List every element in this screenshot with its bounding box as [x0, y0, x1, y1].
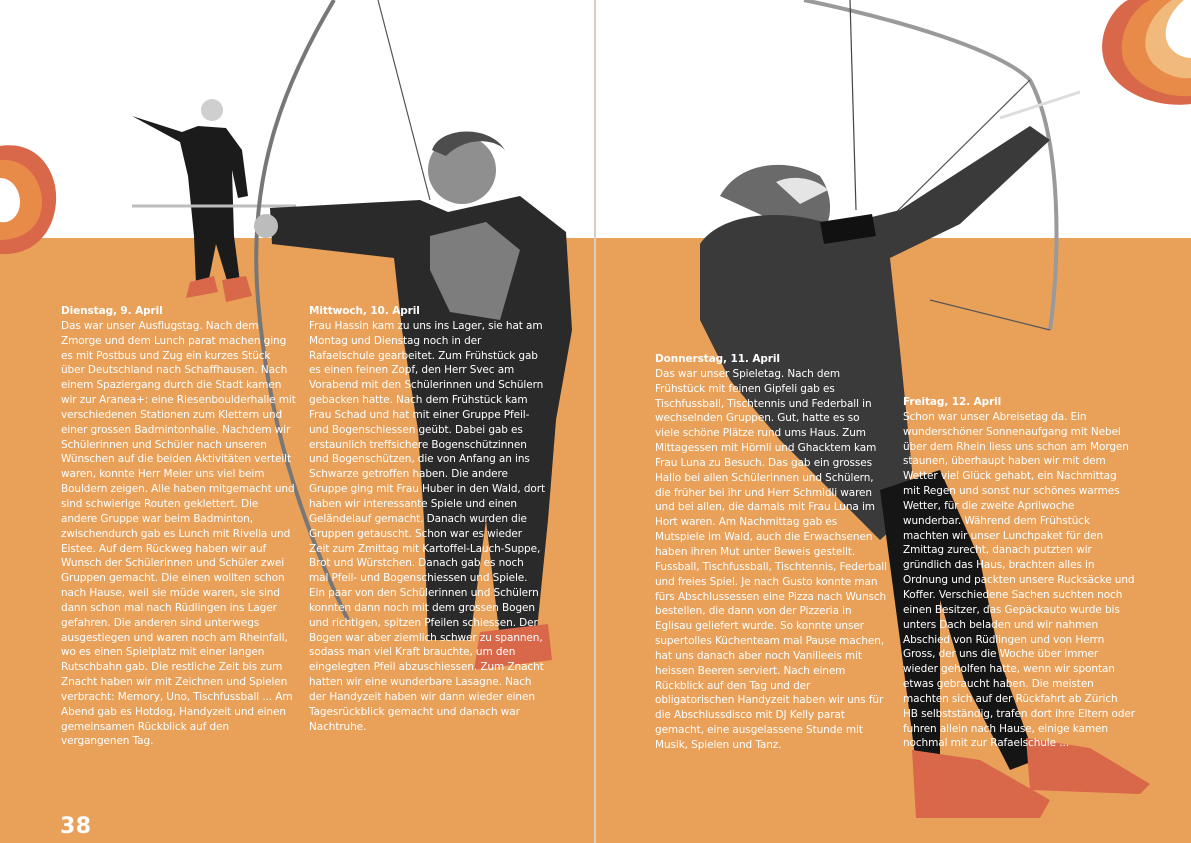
entry-body-text: Schon war unser Abreisetag da. Ein wunderschöner Sonnenaufgang mit Nebel über dem Rhein liess uns schon am Morgen staunen, überhaupt haben wir mit dem Wetter viel Glück gehabt, ein Nachmittag mit Regen und sonst nur schönes warmes Wetter, für die zweite Aprilwoche wunderbar. Während dem Frühstück machten wir unser Lunchpaket für den Zmittag zurecht, danach putzten wir gründlich das Haus, brachten alles in Ordnung und packten unsere Rucksäcke und Koffer. Verschiedene Sachen suchten noch einen Besitzer, das Gepäckauto wurde bis unters Dach beladen und wir nahmen Abschied von Rüdlingen und von Herrn Gross, der uns die Woche über immer wieder geholfen hatte, wenn wir spontan etwas gebraucht haben. Die meisten machten sich auf der Rückfahrt ab Zürich HB selbstständig, trafen dort ihre Eltern oder fuhren allein nach Hause, einige kamen nochmal mit zur Rafaelschule ...: [903, 410, 1135, 750]
entry-day-heading: Mittwoch, 10. April: [309, 305, 420, 317]
entry-friday: [903, 395, 1135, 751]
page-fold: [594, 0, 596, 843]
entry-thursday: [655, 352, 887, 753]
entry-wednesday: [309, 304, 545, 734]
entry-day-heading: Dienstag, 9. April: [61, 305, 163, 317]
entry-day-heading: Donnerstag, 11. April: [655, 353, 780, 365]
entry-body-text: Das war unser Ausflugstag. Nach dem Zmorge und dem Lunch parat machen ging es mit Postbus und Zug ein kurzes Stück über Deutschland nach Schaffhausen. Nach einem Spaziergang durch die Stadt kamen wir zur Aranea+: eine Riesenboulderhalle mit verschiedenen Stationen zum Klettern und einer grossen Badmintonhalle. Nachdem wir Schülerinnen und Schüler nach unseren Wünschen auf die beiden Aktivitäten verteilt waren, konnte Herr Meier uns viel beim Bouldern zeigen. Alle haben mitgemacht und sind schwierige Routen geklettert. Die andere Gruppe war beim Badminton, zwischendurch gab es Lunch mit Rivella und Eistee. Auf dem Rückweg haben wir auf Wunsch der Schülerinnen und Schüler zwei Gruppen gemacht. Die einen wollten schon nach Hause, weil sie müde waren, sie sind dann schon mal nach Rüdlingen ins Lager gefahren. Die anderen sind unterwegs ausgestiegen und waren noch am Rheinfall, wo es einen Spielplatz mit einer langen Rutschbahn gab. Die restliche Zeit bis zum Znacht haben wir mit Zeichnen und Spielen verbracht: Memory, Uno, Tischfussball ... Am Abend gab es Hotdog, Handyzeit und einen gemeinsamen Rückblick auf den vergangenen Tag.: [61, 319, 296, 748]
entry-tuesday: [61, 304, 297, 749]
page-number: 38: [60, 814, 92, 839]
entry-body-text: Das war unser Spieletag. Nach dem Frühstück mit feinen Gipfeli gab es Tischfussball, Tischtennis und Federball in wechselnden Gruppen. Gut, hatte es so viele schöne Plätze rund ums Haus. Zum Mittagessen mit Hörnli und Ghacktem kam Frau Luna zu Besuch. Das gab ein grosses Hallo bei allen Schülerinnen und Schülern, die früher bei ihr und Herr Schmidli waren und bei allen, die damals mit Frau Luna im Hort waren. Am Nachmittag gab es Mutspiele im Wald, auch die Erwachsenen haben ihren Mut unter Beweis gestellt. Fussball, Tischfussball, Tischtennis, Federball und freies Spiel. Je nach Gusto konnte man fürs Abschlussessen eine Pizza nach Wunsch bestellen, die dann von der Pizzeria in Eglisau geliefert wurde. So konnte unser supertolles Küchenteam mal Pause machen, hat uns danach aber noch Vanilleeis mit heissen Beeren serviert. Nach einem Rückblick auf den Tag und der obligatorischen Handyzeit haben wir uns für die Abschlussdisco mit DJ Kelly parat gemacht, eine ausgelassene Stunde mit Musik, Spielen und Tanz.: [655, 367, 887, 751]
entry-body-text: Frau Hassin kam zu uns ins Lager, sie hat am Montag und Dienstag noch in der Rafaelschule gearbeitet. Zum Frühstück gab es einen feinen Zopf, den Herr Svec am Vorabend mit den Schülerinnen und Schülern gebacken hatte. Nach dem Frühstück kam Frau Schad und hat mit einer Gruppe Pfeil- und Bogenschiessen geübt. Dabei gab es erstaunlich treffsichere Bogenschützinnen und Bogenschützen, die von Anfang an ins Schwarze getroffen haben. Die andere Gruppe ging mit Frau Huber in den Wald, dort haben wir interessante Spiele und einen Geländelauf gemacht. Danach wurden die Gruppen getauscht. Schon war es wieder Zeit zum Zmittag mit Kartoffel-Lauch-Suppe, Brot und Würstchen. Danach gab es noch mal Pfeil- und Bogenschiessen und Spiele. Ein paar von den Schülerinnen und Schülern konnten dann noch mit dem grossen Bogen und richtigen, spitzen Pfeilen schiessen. Der Bogen war aber ziemlich schwer zu spannen, sodass man viel Kraft brauchte, um den eingelegten Pfeil abzuschiessen. Zum Znacht hatten wir eine wunderbare Lasagne. Nach der Handyzeit haben wir dann wieder einen Tagesrückblick gemacht und danach war Nachtruhe.: [309, 319, 545, 733]
entry-day-heading: Freitag, 12. April: [903, 396, 1002, 408]
